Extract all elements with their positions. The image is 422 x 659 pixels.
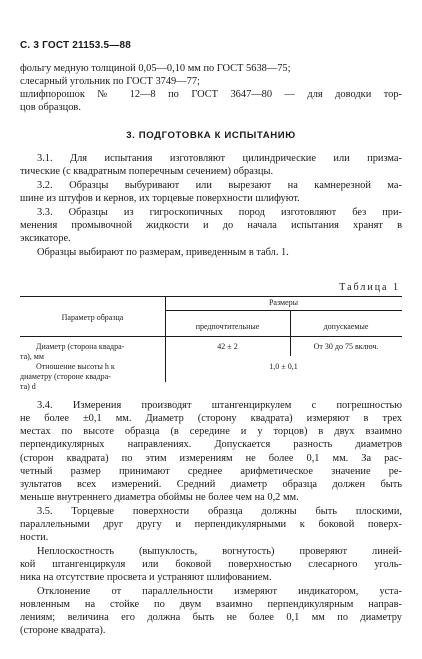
table-rule — [20, 296, 402, 297]
paragraph-line: меньше внутреннего диаметра обоймы не более чем на 0,2 мм. — [20, 492, 299, 503]
paragraph-line: эксикаторе. — [20, 233, 71, 244]
table-header-allowed: допускаемые — [323, 322, 369, 331]
table-row-label: та), мм — [20, 352, 44, 361]
paragraph-line: местах по высоте образца (в середине и у торцов) в двух взаимно — [20, 426, 402, 437]
paragraph-line: ника на отсутствие просвета и устраняют шлифованием. — [20, 572, 272, 583]
table-rule — [165, 310, 402, 311]
section-title: 3. ПОДГОТОВКА К ИСПЫТАНИЮ — [126, 130, 296, 141]
paragraph-line: 3.1. Для испытания изготовляют цилиндрические или призма- — [37, 153, 402, 164]
intro-line: слесарный угольник по ГОСТ 3749—77; — [20, 76, 200, 87]
intro-line: шлифпорошок № 12—8 по ГОСТ 3647—80 — для доводки тор- — [20, 89, 402, 100]
paragraph-line: шине из штуфов и кернов, их торцевые поверхности шлифуют. — [20, 193, 300, 204]
paragraph-line: менения промывочной жидкости и до начала испытания хранят в — [20, 220, 402, 231]
paragraph-line: тические (с квадратным поперечным сечением) образцы. — [20, 166, 274, 177]
table-header-sizes: Размеры — [268, 298, 299, 307]
paragraph-line: (стороне квадрата). — [20, 625, 106, 636]
paragraph-line: четный размер принимают среднее арифметическое значение ре- — [20, 466, 402, 477]
paragraph-line: 3.3. Образцы из гигроскопичных пород изготовляют без при- — [37, 207, 402, 218]
paragraph-line: Неплоскостность (выпуклость, вогнутость) проверяют линей- — [37, 546, 402, 557]
paragraph-line: перпендикулярных направлениях. Допускается разность диаметров — [20, 439, 402, 450]
table-cell-allowed: От 30 до 75 включ. — [313, 342, 379, 351]
paragraph-line: 3.2. Образцы выбуривают или вырезают на камнерезной ма- — [37, 180, 402, 191]
paragraph-line: Образцы выбирают по размерам, приведенным в табл. 1. — [37, 247, 289, 258]
paragraph-line: новленным на стойке по двум взаимно перпендикулярным направ- — [20, 599, 402, 610]
page-header: С. 3 ГОСТ 21153.5—88 — [20, 40, 132, 51]
table-row-label: та) d — [20, 382, 36, 391]
paragraph-line: не более ±0,1 мм. Диаметр (сторону квадрата) измеряют в трех — [20, 413, 402, 424]
intro-line: фольгу медную толщиной 0,05—0,10 мм по ГОСТ 5638—75; — [20, 63, 291, 74]
paragraph-line: 3.5. Торцевые поверхности образца должны быть плоскими, — [37, 506, 402, 517]
table-row-label: Диаметр (сторона квадра- — [36, 342, 125, 351]
paragraph-line: параллельными друг другу и перпендикулярными к боковой поверх- — [20, 519, 402, 530]
table-cell-ratio: 1,0 ± 0,1 — [269, 362, 298, 371]
paragraph-line: ности. — [20, 532, 49, 543]
table-caption: Таблица 1 — [339, 282, 400, 293]
paragraph-line: Отклонение от параллельности измеряют индикатором, уста- — [37, 586, 402, 597]
paragraph-line: (сторон квадрата) по этим измерениям не более 0,1 мм. За рас- — [20, 453, 402, 464]
intro-line: цов образцов. — [20, 102, 81, 113]
table-row-label: Отношение высоты h к — [36, 362, 115, 371]
paragraph-line: 3.4. Измерения производят штангенциркулем с погрешностью — [37, 400, 402, 411]
paragraph-line: зультатов всех измерений. Средний диаметр образца должен быть — [20, 479, 402, 490]
table-header-preferred: предпочтительные — [195, 322, 260, 331]
table-row-label: диаметру (стороне квадра- — [20, 372, 111, 381]
table-header-param: Параметр образца — [61, 313, 124, 322]
table-1 — [20, 296, 402, 382]
paragraph-line: лениям; величина его должна быть не более 0,1 мм по диаметру — [20, 612, 402, 623]
table-rule — [20, 336, 402, 337]
paragraph-line: кой штангенциркуля или боковой поверхностью слесарного уголь- — [20, 559, 402, 570]
table-cell-preferred: 42 ± 2 — [217, 342, 238, 351]
